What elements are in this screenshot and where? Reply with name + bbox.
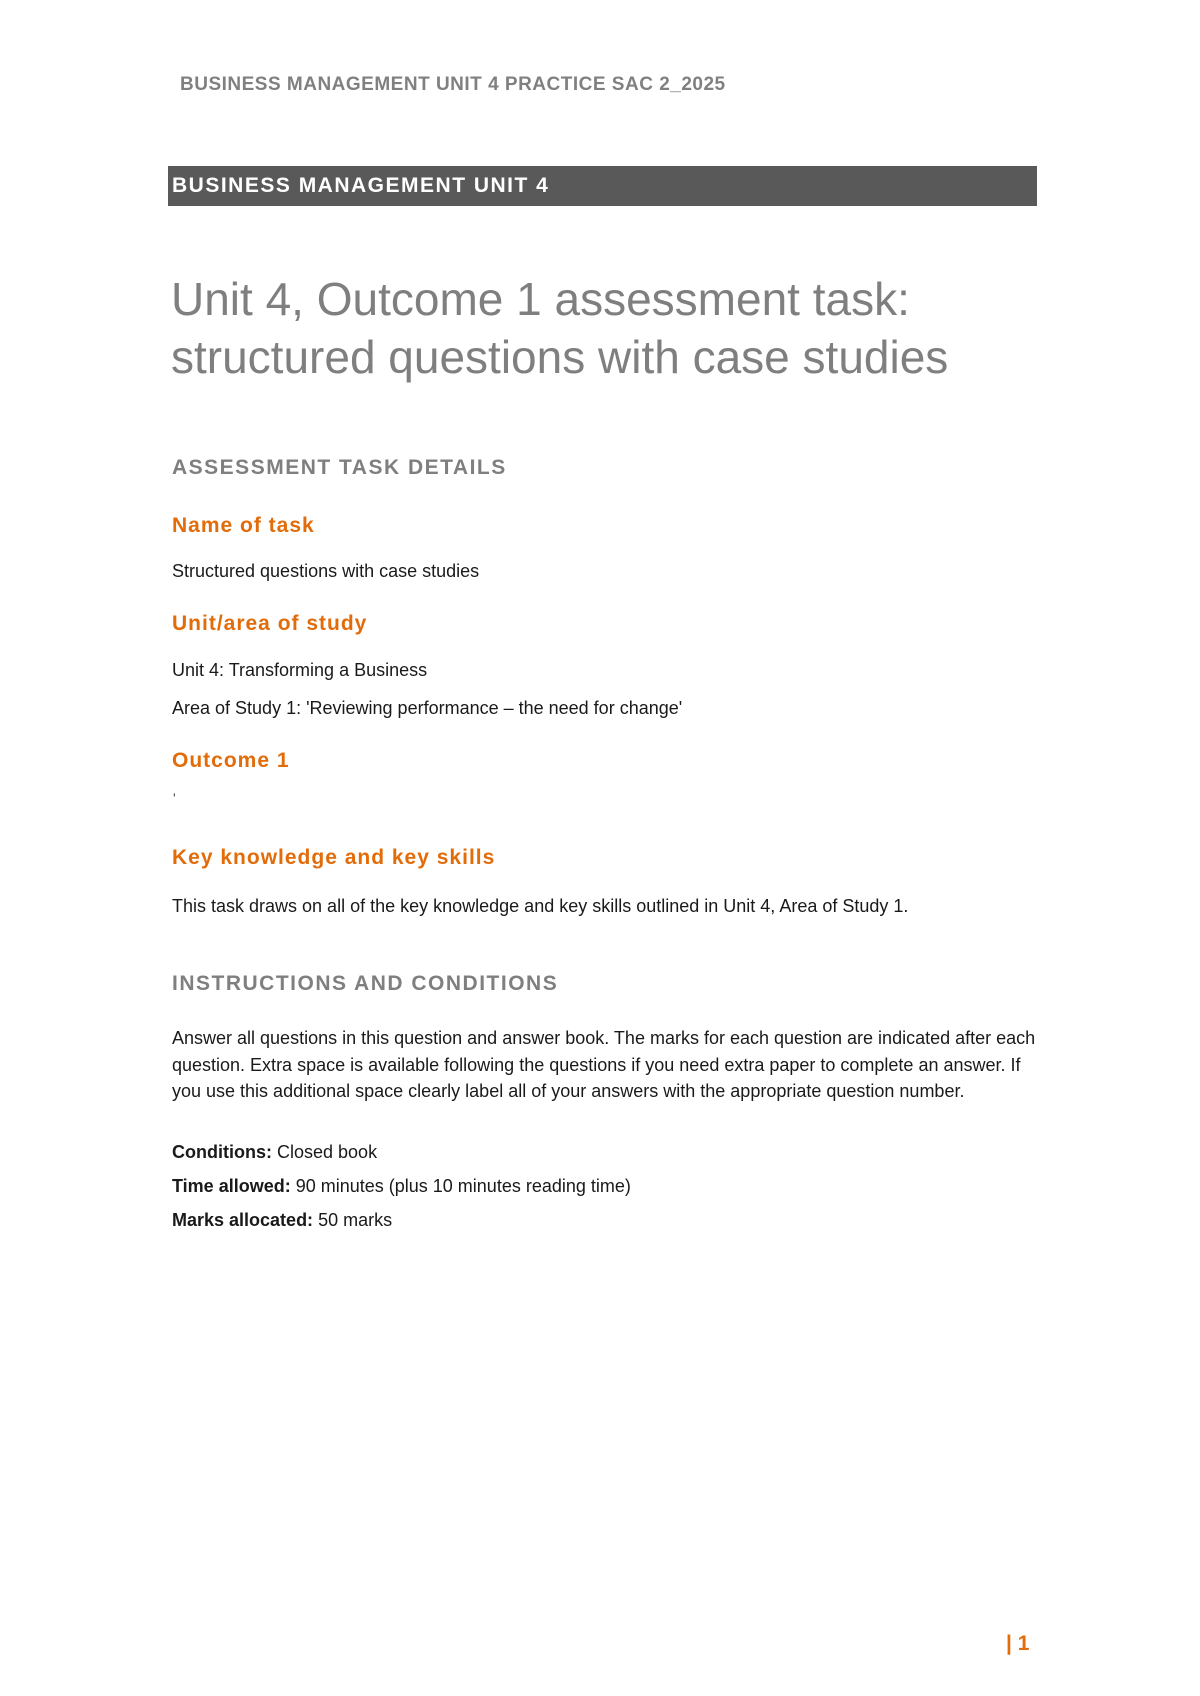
assessment-details-heading: ASSESSMENT TASK DETAILS	[172, 456, 507, 479]
time-allowed-value: 90 minutes (plus 10 minutes reading time)	[295, 1176, 631, 1196]
name-of-task-heading: Name of task	[172, 514, 315, 537]
key-knowledge-heading: Key knowledge and key skills	[172, 846, 496, 869]
time-allowed-label: Time allowed:	[172, 1176, 291, 1196]
conditions-line	[172, 1139, 377, 1165]
marks-allocated-label: Marks allocated:	[172, 1210, 314, 1230]
title-line-1: Unit 4, Outcome 1 assessment task:	[171, 273, 910, 325]
running-header: BUSINESS MANAGEMENT UNIT 4 PRACTICE SAC 2_2025	[180, 74, 726, 95]
name-of-task-value: Structured questions with case studies	[172, 561, 480, 581]
conditions-value: Closed book	[277, 1142, 378, 1162]
key-knowledge-value: This task draws on all of the key knowledge and key skills outlined in Unit 4, Area of Study 1.	[172, 896, 909, 916]
outcome-value: '	[173, 790, 176, 806]
page-title	[171, 270, 1051, 386]
marks-allocated-line	[172, 1207, 392, 1233]
instructions-paragraph: Answer all questions in this question and answer book. The marks for each question are indicated after each question. Extra space is available following the questions if you need extra paper to complete an answer. If you use this additional space clearly label all of your answers with the appropriate question number.	[172, 1028, 1036, 1101]
unit-banner: BUSINESS MANAGEMENT UNIT 4	[168, 166, 1037, 206]
outcome-heading: Outcome 1	[172, 749, 290, 772]
area-of-study-value: Area of Study 1: 'Reviewing performance – the need for change'	[172, 698, 683, 718]
instructions-heading: INSTRUCTIONS AND CONDITIONS	[172, 972, 559, 995]
unit-area-heading: Unit/area of study	[172, 612, 368, 635]
unit-value: Unit 4: Transforming a Business	[172, 660, 428, 680]
page-number: | 1	[1006, 1632, 1030, 1655]
title-line-2: structured questions with case studies	[171, 331, 949, 383]
marks-allocated-value: 50 marks	[318, 1210, 393, 1230]
conditions-label: Conditions:	[172, 1142, 272, 1162]
time-allowed-line	[172, 1173, 631, 1199]
